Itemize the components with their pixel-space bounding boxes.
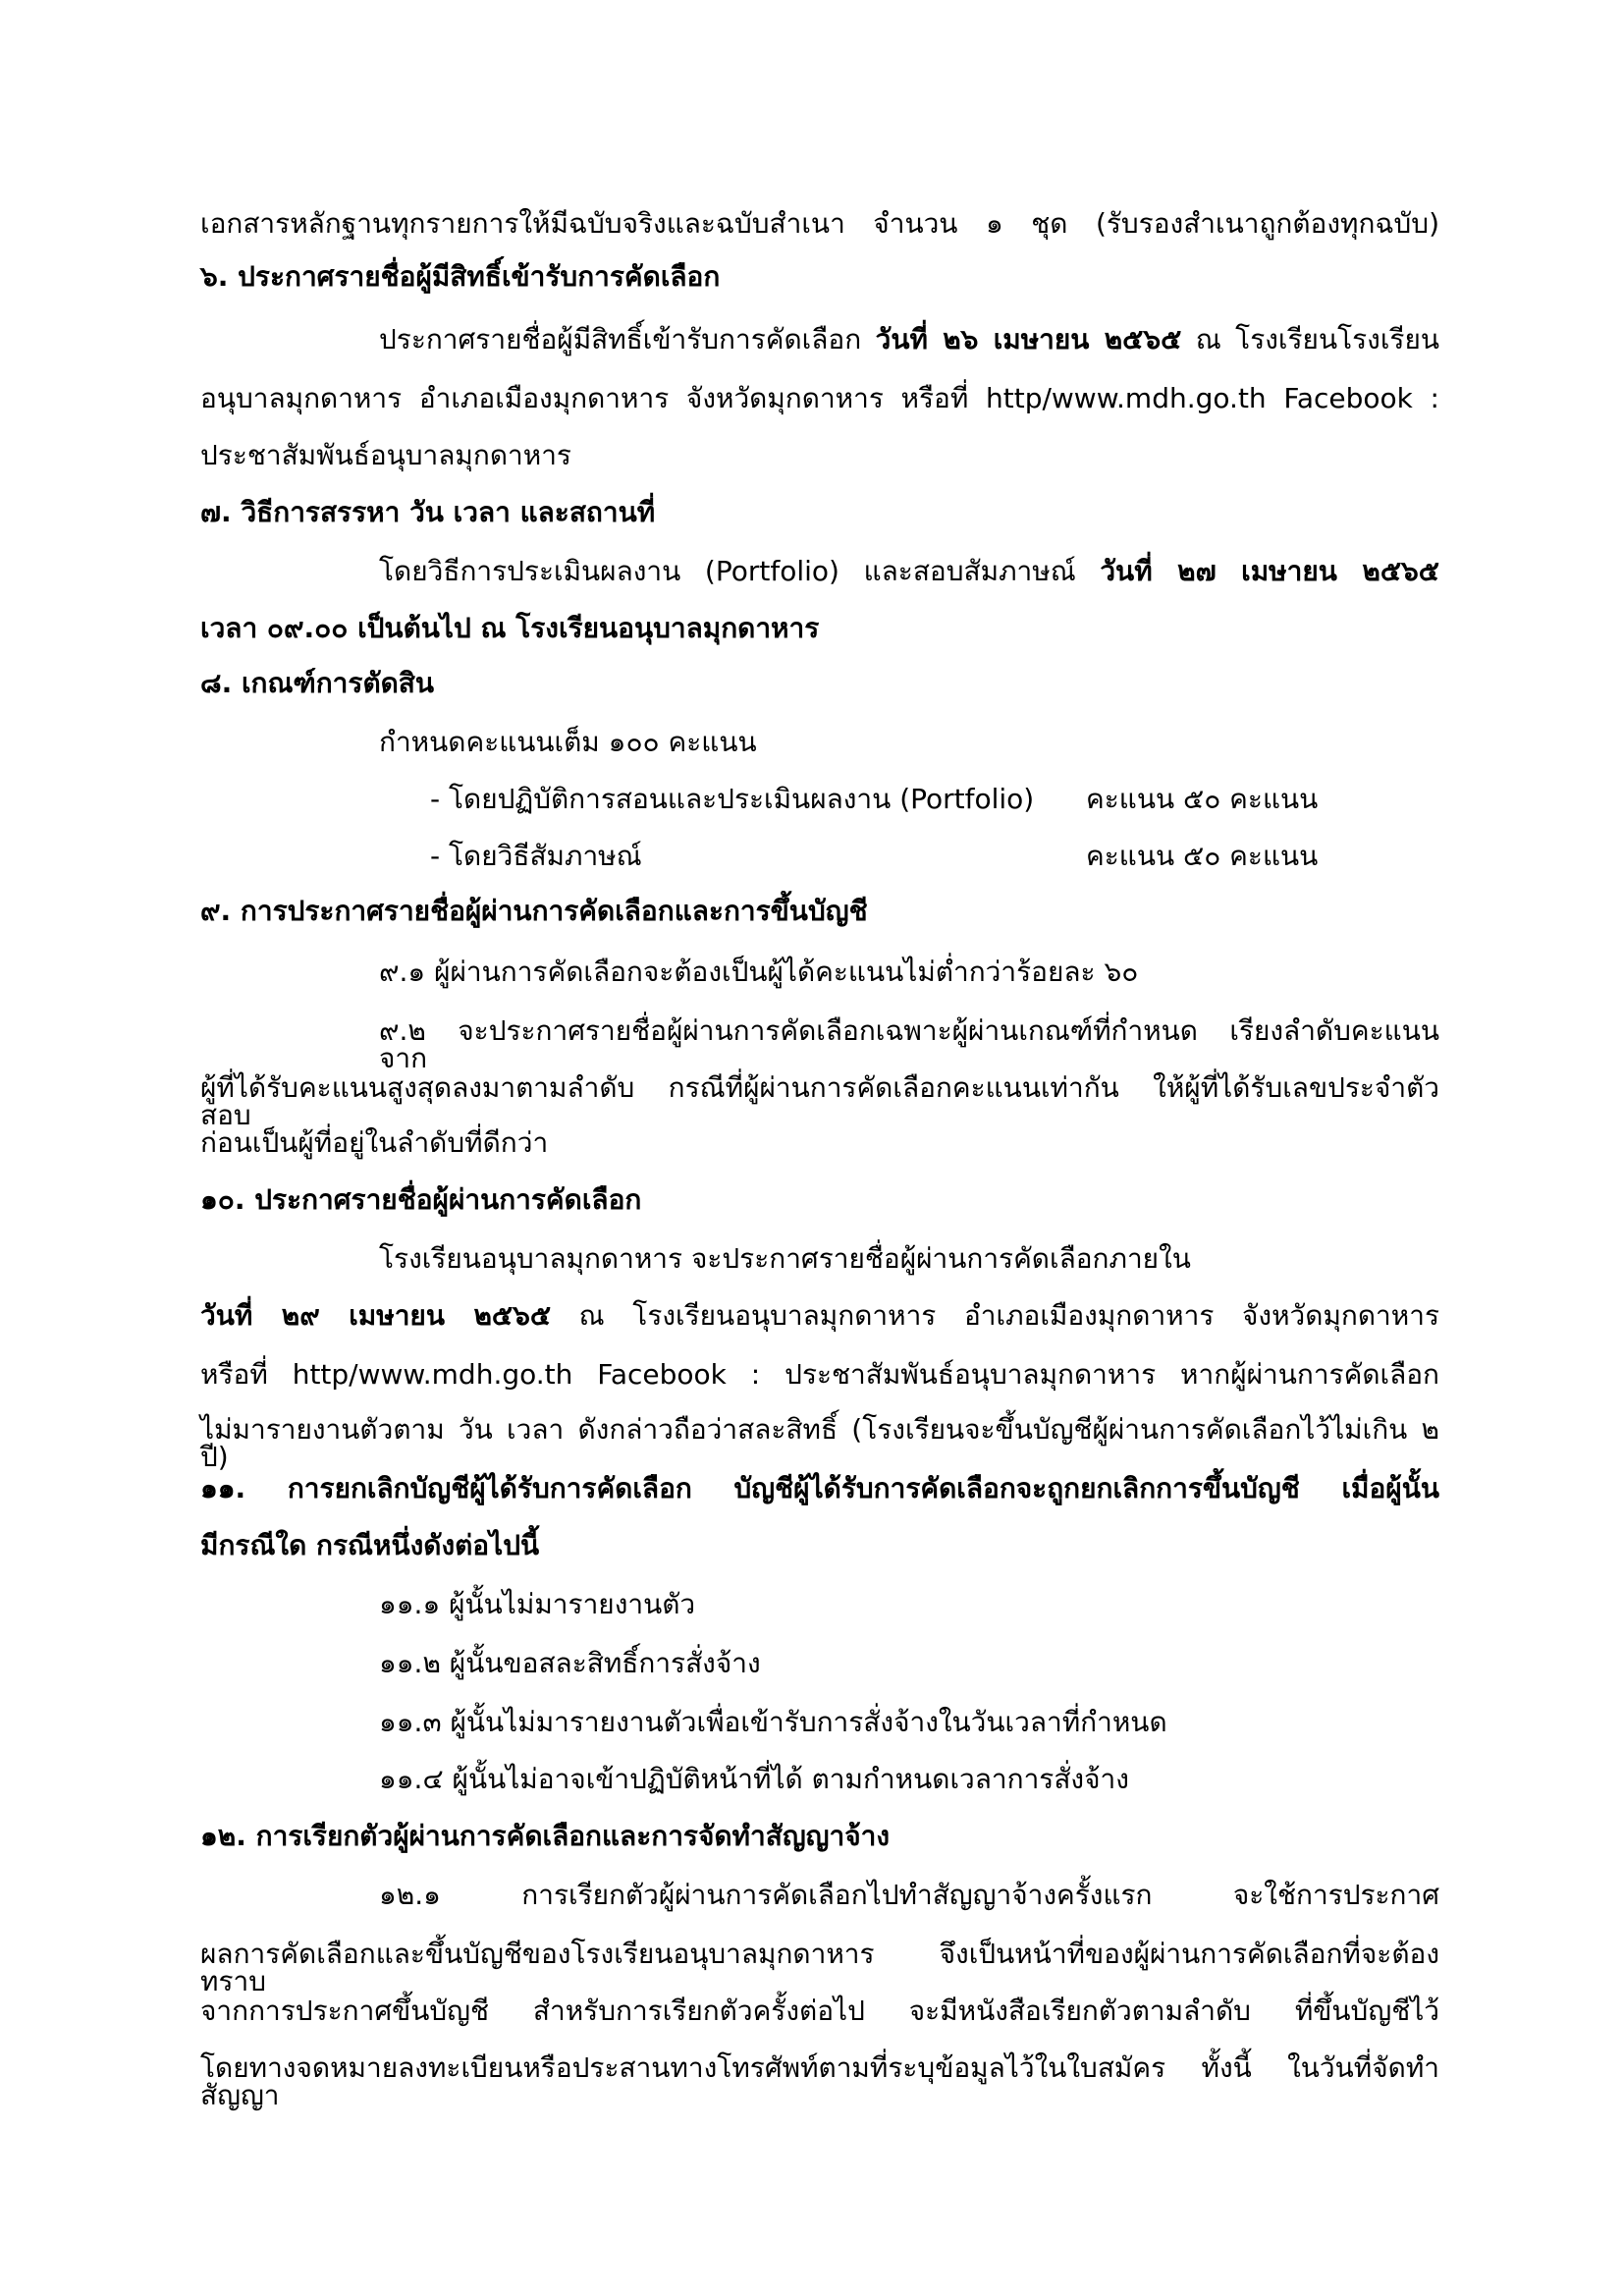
section-10-line-4: ไม่มารายงานตัวตาม วัน เวลา ดังกล่าวถือว่าสละสิทธิ์ (โรงเรียนจะขึ้นบัญชีผู้ผ่านการคัดเลือกไว้ไม่เกิน ๒ ปี)	[200, 1413, 1439, 1473]
section-6-line-2: อนุบาลมุกดาหาร อำเภอเมืองมุกดาหาร จังหวัดมุกดาหาร หรือที่ http/www.mdh.go.th Facebook :	[200, 382, 1439, 414]
section-7-line-2: เวลา ๐๙.๐๐ เป็นต้นไป ณ โรงเรียนอนุบาลมุกดาหาร	[200, 612, 820, 644]
section-9-2-line-1: ๙.๒ จะประกาศรายชื่อผู้ผ่านการคัดเลือกเฉพาะผู้ผ่านเกณฑ์ที่กำหนด เรียงลำดับคะแนนจาก	[379, 1014, 1439, 1074]
heading-8: ๘. เกณฑ์การตัดสิน	[200, 667, 435, 699]
section-8-criterion-2-score: คะแนน ๕๐ คะแนน	[1086, 840, 1319, 872]
section-11-2: ๑๑.๒ ผู้นั้นขอสละสิทธิ์การสั่งจ้าง	[379, 1647, 761, 1679]
section-12-1-line-3: จากการประกาศขึ้นบัญชี สำหรับการเรียกตัวครั้งต่อไป จะมีหนังสือเรียกตัวตามลำดับ ที่ขึ้นบัญชีไว้	[200, 1995, 1439, 2027]
section-10-line-1: โรงเรียนอนุบาลมุกดาหาร จะประกาศรายชื่อผู้ผ่านการคัดเลือกภายใน	[379, 1242, 1191, 1275]
section-11-3: ๑๑.๓ ผู้นั้นไม่มารายงานตัวเพื่อเข้ารับการสั่งจ้างในวันเวลาที่กำหนด	[379, 1706, 1167, 1738]
section-11-1: ๑๑.๑ ผู้นั้นไม่มารายงานตัว	[379, 1588, 696, 1620]
heading-10: ๑๐. ประกาศรายชื่อผู้ผ่านการคัดเลือก	[200, 1183, 642, 1216]
heading-11-line-2: มีกรณีใด กรณีหนึ่งดังต่อไปนี้	[200, 1529, 540, 1561]
section-10-line-2	[200, 1299, 1439, 1332]
heading-11-line-1: ๑๑. การยกเลิกบัญชีผู้ได้รับการคัดเลือก บัญชีผู้ได้รับการคัดเลือกจะถูกยกเลิกการขึ้นบัญชี เมื่อผู้นั้น	[200, 1472, 1439, 1504]
section-12-1-line-1: ๑๒.๑ การเรียกตัวผู้ผ่านการคัดเลือกไปทำสัญญาจ้างครั้งแรก จะใช้การประกาศ	[379, 1879, 1439, 1911]
section-8-criterion-2: - โดยวิธีสัมภาษณ์	[430, 840, 642, 872]
section-12-1-line-2: ผลการคัดเลือกและขึ้นบัญชีของโรงเรียนอนุบาลมุกดาหาร จึงเป็นหน้าที่ของผู้ผ่านการคัดเลือกที่จะต้องทราบ	[200, 1938, 1439, 1997]
section-9-2-line-3: ก่อนเป็นผู้ที่อยู่ในลำดับที่ดีกว่า	[200, 1126, 549, 1159]
heading-9: ๙. การประกาศรายชื่อผู้ผ่านการคัดเลือกและการขึ้นบัญชี	[200, 895, 868, 927]
section-7-date: วันที่ ๒๗ เมษายน ๒๕๖๕	[1100, 555, 1439, 587]
heading-6: ๖. ประกาศรายชื่อผู้มีสิทธิ์เข้ารับการคัดเลือก	[200, 260, 721, 293]
section-6-line-3: ประชาสัมพันธ์อนุบาลมุกดาหาร	[200, 439, 571, 471]
section-8-full-score: กำหนดคะแนนเต็ม ๑๐๐ คะแนน	[379, 726, 757, 758]
section-12-1-line-4: โดยทางจดหมายลงทะเบียนหรือประสานทางโทรศัพท์ตามที่ระบุข้อมูลไว้ในใบสมัคร ทั้งนี้ ในวันที่จัดทำสัญญา	[200, 2051, 1439, 2111]
section-6-text-c: ณ โรงเรียนโรงเรียน	[1181, 323, 1439, 355]
section-8-criterion-1: - โดยปฏิบัติการสอนและประเมินผลงาน (Portfolio)	[430, 783, 1035, 815]
heading-7: ๗. วิธีการสรรหา วัน เวลา และสถานที่	[200, 496, 656, 528]
section-10-date: วันที่ ๒๙ เมษายน ๒๕๖๕	[200, 1299, 552, 1332]
section-8-criterion-1-score: คะแนน ๕๐ คะแนน	[1086, 783, 1319, 815]
section-6-text-a: ประกาศรายชื่อผู้มีสิทธิ์เข้ารับการคัดเลือก	[379, 323, 876, 355]
section-7-line-1	[379, 555, 1439, 587]
section-10-line-3: หรือที่ http/www.mdh.go.th Facebook : ประชาสัมพันธ์อนุบาลมุกดาหาร หากผู้ผ่านการคัดเลือก	[200, 1358, 1439, 1391]
section-10-location: ณ โรงเรียนอนุบาลมุกดาหาร อำเภอเมืองมุกดาหาร จังหวัดมุกดาหาร	[551, 1299, 1439, 1332]
intro-line: เอกสารหลักฐานทุกรายการให้มีฉบับจริงและฉบับสำเนา จำนวน ๑ ชุด (รับรองสำเนาถูกต้องทุกฉบับ)	[200, 207, 1439, 240]
section-6-date: วันที่ ๒๖ เมษายน ๒๕๖๕	[875, 323, 1182, 355]
section-6-line-1	[379, 323, 1439, 355]
section-11-4: ๑๑.๔ ผู้นั้นไม่อาจเข้าปฏิบัติหน้าที่ได้ ตามกำหนดเวลาการสั่งจ้าง	[379, 1763, 1129, 1795]
heading-12: ๑๒. การเรียกตัวผู้ผ่านการคัดเลือกและการจัดทำสัญญาจ้าง	[200, 1820, 891, 1852]
section-9-2-line-2: ผู้ที่ได้รับคะแนนสูงสุดลงมาตามลำดับ กรณีที่ผู้ผ่านการคัดเลือกคะแนนเท่ากัน ให้ผู้ที่ได้รับเลขประจำตัวสอบ	[200, 1071, 1439, 1131]
section-7-text-a: โดยวิธีการประเมินผลงาน (Portfolio) และสอบสัมภาษณ์	[379, 555, 1101, 587]
section-9-1: ๙.๑ ผู้ผ่านการคัดเลือกจะต้องเป็นผู้ได้คะแนนไม่ต่ำกว่าร้อยละ ๖๐	[379, 956, 1139, 988]
